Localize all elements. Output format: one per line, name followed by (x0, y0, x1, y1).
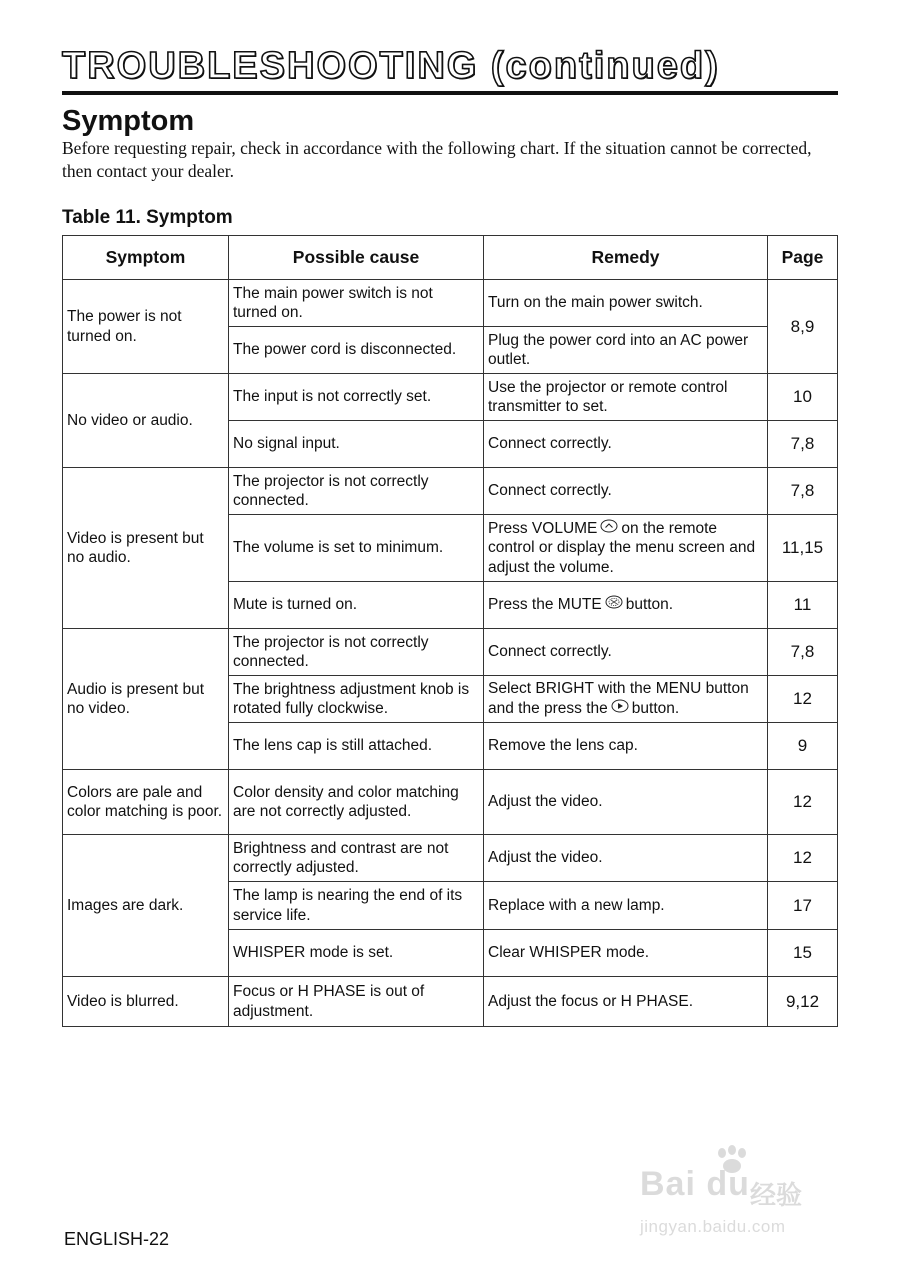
cause-cell: The projector is not correctly connected. (229, 468, 484, 515)
title-rule (62, 91, 838, 95)
cause-cell: The volume is set to minimum. (229, 515, 484, 582)
cause-cell: The main power switch is not turned on. (229, 280, 484, 327)
remedy-text-before: Press the MUTE (488, 596, 602, 614)
remedy-cell: Replace with a new lamp. (484, 882, 768, 930)
page-cell: 12 (768, 835, 838, 882)
cause-cell: No signal input. (229, 421, 484, 468)
right-arrow-button-icon (611, 699, 629, 719)
page-cell: 9,12 (768, 977, 838, 1027)
page-cell: 15 (768, 930, 838, 977)
remedy-text-before: Select BRIGHT with the MENU button and the press the (488, 680, 749, 717)
column-header-possible-cause: Possible cause (229, 236, 484, 280)
cause-cell: The projector is not correctly connected. (229, 629, 484, 676)
watermark-logo: Bai du (640, 1165, 750, 1203)
remedy-cell: Use the projector or remote control transmitter to set. (484, 374, 768, 421)
table-row (63, 770, 838, 835)
page-cell: 11,15 (768, 515, 838, 582)
remedy-text-after: button. (625, 596, 674, 614)
remedy-text-before: Press VOLUME (488, 519, 598, 537)
cause-cell: Brightness and contrast are not correctly adjusted. (229, 835, 484, 882)
table-row (63, 629, 838, 676)
symptom-cell: No video or audio. (63, 374, 229, 468)
symptom-cell: Video is present but no audio. (63, 468, 229, 629)
remedy-cell (484, 582, 768, 629)
intro-paragraph: Before requesting repair, check in accordance with the following chart. If the situation cannot be corrected, then contact your dealer. (62, 138, 812, 181)
volume-up-button-icon (600, 519, 618, 539)
table-row (63, 374, 838, 421)
remedy-cell (484, 515, 768, 582)
section-heading: Symptom (62, 105, 195, 137)
cause-cell: The brightness adjustment knob is rotated fully clockwise. (229, 676, 484, 723)
cause-cell: Mute is turned on. (229, 582, 484, 629)
symptom-cell: The power is not turned on. (63, 280, 229, 374)
page-title: TROUBLESHOOTING (continued) (62, 45, 720, 87)
symptom-cell: Images are dark. (63, 835, 229, 977)
cause-cell: Focus or H PHASE is out of adjustment. (229, 977, 484, 1027)
symptom-table (62, 235, 838, 1027)
table-header-row (63, 236, 838, 280)
remedy-cell: Connect correctly. (484, 629, 768, 676)
watermark-url: jingyan.baidu.com (640, 1217, 786, 1236)
remedy-cell: Plug the power cord into an AC power outlet. (484, 327, 768, 374)
cause-cell: The lamp is nearing the end of its service life. (229, 882, 484, 930)
column-header-symptom: Symptom (63, 236, 229, 280)
page-cell: 7,8 (768, 629, 838, 676)
cause-cell: The input is not correctly set. (229, 374, 484, 421)
remedy-cell: Connect correctly. (484, 421, 768, 468)
column-header-remedy: Remedy (484, 236, 768, 280)
symptom-cell: Video is blurred. (63, 977, 229, 1027)
cause-cell: The lens cap is still attached. (229, 723, 484, 770)
page-cell: 7,8 (768, 468, 838, 515)
remedy-cell: Turn on the main power switch. (484, 280, 768, 327)
page-cell: 17 (768, 882, 838, 930)
page-cell: 7,8 (768, 421, 838, 468)
page-cell: 8,9 (768, 280, 838, 374)
mute-button-icon (605, 595, 623, 615)
page-cell: 11 (768, 582, 838, 629)
table-row (63, 977, 838, 1027)
page-cell: 10 (768, 374, 838, 421)
page-cell: 12 (768, 676, 838, 723)
remedy-cell: Clear WHISPER mode. (484, 930, 768, 977)
table-row (63, 835, 838, 882)
remedy-cell: Connect correctly. (484, 468, 768, 515)
page-footer: ENGLISH-22 (64, 1229, 170, 1249)
cause-cell: The power cord is disconnected. (229, 327, 484, 374)
cause-cell: Color density and color matching are not correctly adjusted. (229, 770, 484, 835)
remedy-cell: Adjust the focus or H PHASE. (484, 977, 768, 1027)
symptom-cell: Colors are pale and color matching is poor. (63, 770, 229, 835)
column-header-page: Page (768, 236, 838, 280)
watermark-logo-cn: 经验 (750, 1180, 803, 1210)
remedy-cell: Adjust the video. (484, 835, 768, 882)
page-cell: 12 (768, 770, 838, 835)
remedy-text-after: on the remote control or display the menu screen and adjust the volume. (488, 519, 756, 576)
remedy-cell (484, 676, 768, 723)
cause-cell: WHISPER mode is set. (229, 930, 484, 977)
remedy-cell: Remove the lens cap. (484, 723, 768, 770)
table-row (63, 280, 838, 327)
table-row (63, 468, 838, 515)
watermark (640, 1145, 845, 1245)
remedy-cell: Adjust the video. (484, 770, 768, 835)
table-caption: Table 11. Symptom (62, 207, 233, 228)
remedy-text-after: button. (631, 699, 680, 717)
symptom-cell: Audio is present but no video. (63, 629, 229, 770)
page-cell: 9 (768, 723, 838, 770)
